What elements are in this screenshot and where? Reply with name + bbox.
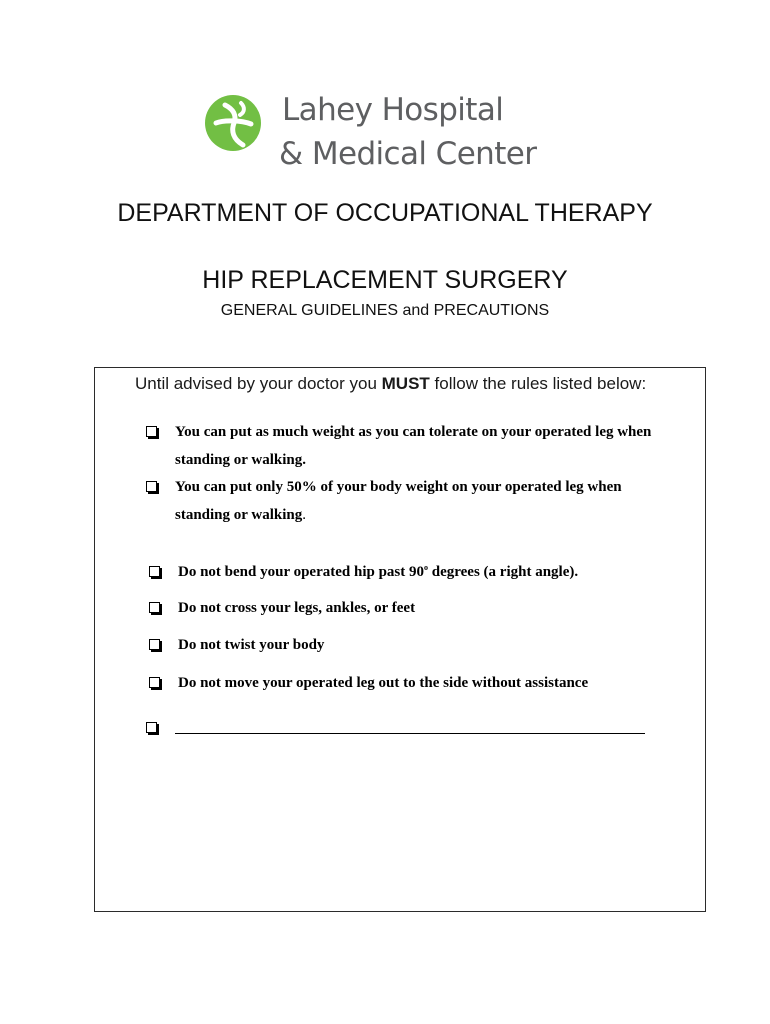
lahey-logo-icon	[203, 93, 263, 153]
checkbox-icon[interactable]	[146, 481, 157, 492]
checkbox-icon[interactable]	[149, 677, 160, 688]
rule-item-5: Do not twist your body	[178, 637, 325, 653]
intro-text: Until advised by your doctor you	[135, 374, 382, 393]
document-subtitle: GENERAL GUIDELINES and PRECAUTIONS	[220, 302, 550, 319]
rule-item-6: Do not move your operated leg out to the side without assistance	[178, 675, 589, 691]
rule-item-1-line-1: You can put as much weight as you can tolerate on your operated leg when	[175, 424, 652, 440]
rules-intro	[135, 374, 646, 394]
department-heading: DEPARTMENT OF OCCUPATIONAL THERAPY	[117, 199, 653, 227]
checkbox-icon[interactable]	[149, 566, 160, 577]
rule-item-3-text-end: degrees (a right angle).	[428, 564, 579, 580]
document-title: HIP REPLACEMENT SURGERY	[202, 266, 568, 294]
intro-emphasis: MUST	[381, 374, 430, 393]
logo-line-2: & Medical Center	[279, 136, 537, 172]
rule-item-1-line-2: standing or walking.	[175, 452, 307, 468]
checkbox-icon[interactable]	[149, 602, 160, 613]
checkbox-icon[interactable]	[146, 426, 157, 437]
degree-superscript: o	[424, 563, 429, 572]
logo-line-1: Lahey Hospital	[282, 92, 504, 128]
rule-item-2-line-2-text: standing or walking	[175, 507, 303, 523]
checkbox-icon[interactable]	[149, 639, 160, 650]
rule-item-3	[178, 563, 578, 581]
rule-item-4: Do not cross your legs, ankles, or feet	[178, 600, 416, 616]
intro-text-end: follow the rules listed below:	[429, 374, 647, 393]
checkbox-icon[interactable]	[146, 722, 157, 733]
rule-item-3-text: Do not bend your operated hip past 90	[178, 564, 425, 580]
blank-rule-line[interactable]	[175, 733, 645, 734]
rule-item-2-line-2	[175, 506, 306, 524]
rule-item-2-line-1: You can put only 50% of your body weight on your operated leg when	[175, 479, 622, 495]
rule-item-2-period: .	[302, 507, 307, 523]
